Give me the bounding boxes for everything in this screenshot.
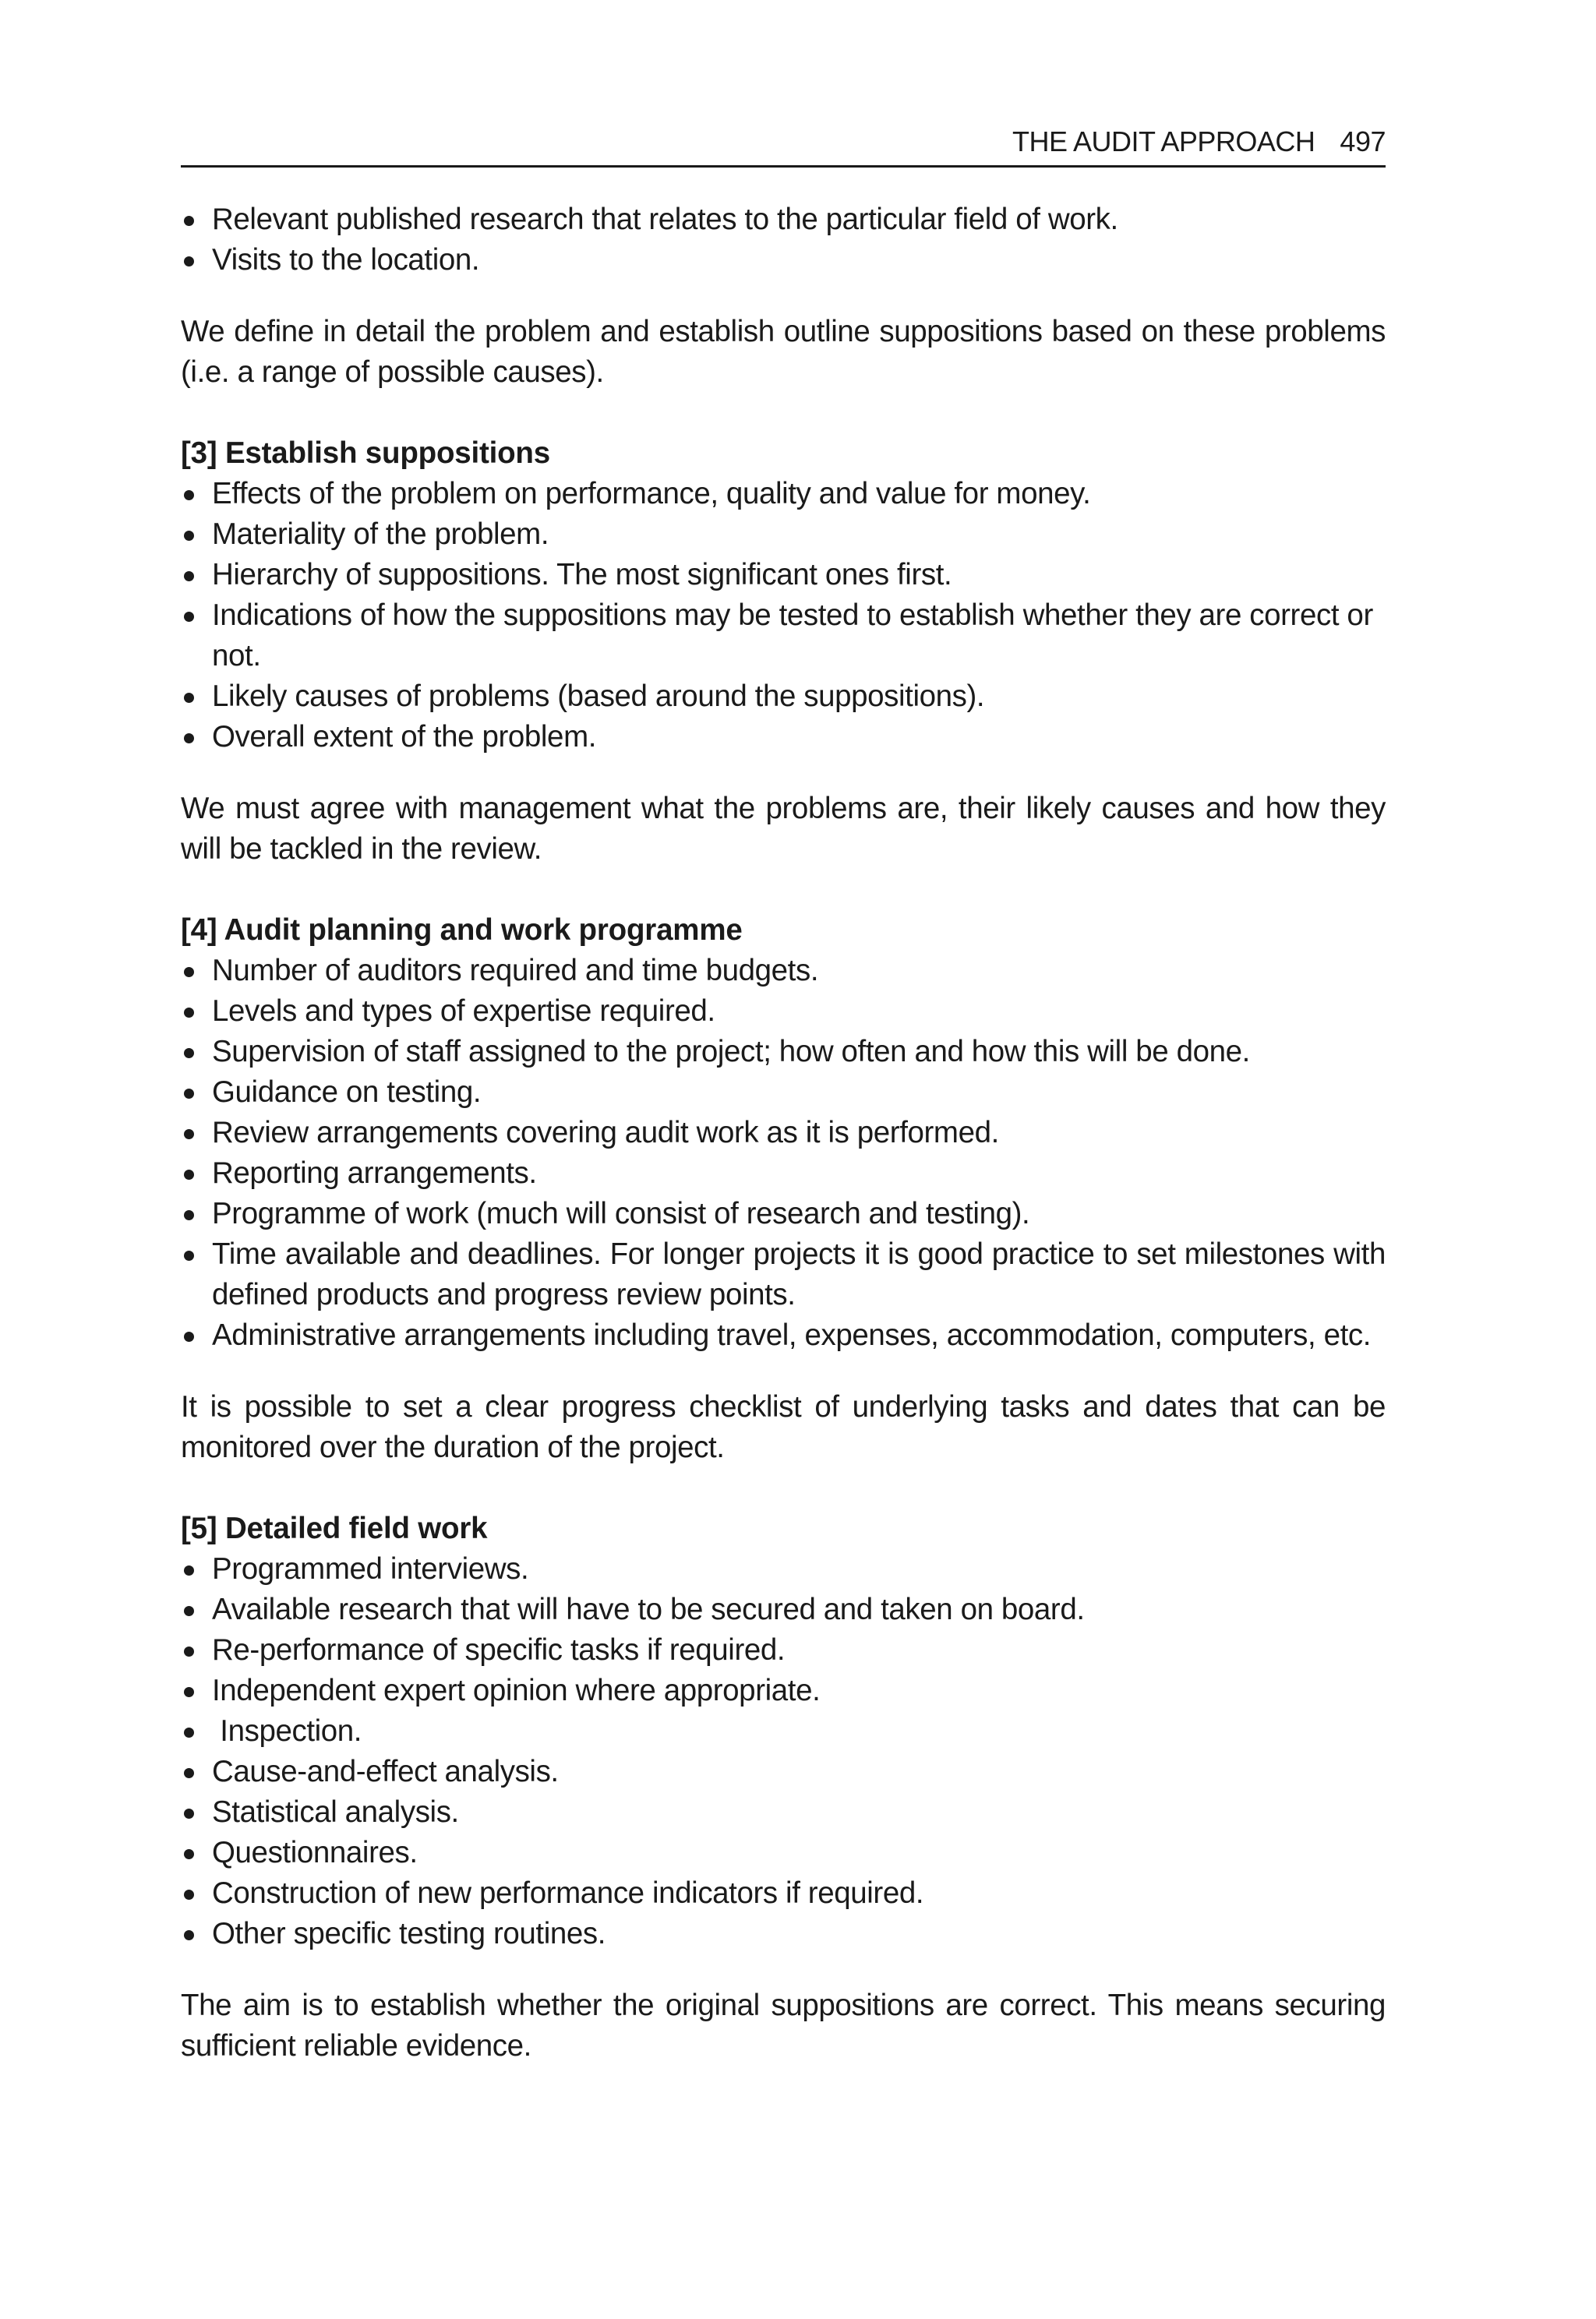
section-heading-audit-planning: [4] Audit planning and work programme xyxy=(181,913,743,947)
list-item: Likely causes of problems (based around the suppositions). xyxy=(181,676,1386,717)
list-item: Re-performance of specific tasks if required. xyxy=(181,1630,1386,1671)
list-item: Inspection. xyxy=(181,1711,1386,1752)
section-3-paragraph: We must agree with management what the problems are, their likely causes and how they will be tackled in the review. xyxy=(181,792,1386,866)
list-item: Reporting arrangements. xyxy=(181,1153,1386,1194)
list-item: Statistical analysis. xyxy=(181,1792,1386,1833)
list-item: Supervision of staff assigned to the project; how often and how this will be done. xyxy=(181,1032,1386,1072)
section-4-paragraph: It is possible to set a clear progress checklist of underlying tasks and dates that can be monitored over the duration of the project. xyxy=(181,1390,1386,1464)
section-4-bullet-list xyxy=(181,951,1386,1356)
section-3-bullet-list xyxy=(181,474,1386,757)
list-item: Administrative arrangements including travel, expenses, accommodation, computers, etc. xyxy=(181,1315,1386,1356)
list-item: Time available and deadlines. For longer projects it is good practice to set milestones with defined products and progress review points. xyxy=(181,1234,1386,1315)
list-item: Hierarchy of suppositions. The most significant ones first. xyxy=(181,555,1386,595)
list-item: Programme of work (much will consist of research and testing). xyxy=(181,1194,1386,1234)
running-title: THE AUDIT APPROACH xyxy=(1012,125,1315,157)
list-item: Review arrangements covering audit work as it is performed. xyxy=(181,1113,1386,1153)
list-item: Overall extent of the problem. xyxy=(181,717,1386,757)
list-item: Levels and types of expertise required. xyxy=(181,991,1386,1032)
list-item: Independent expert opinion where appropriate. xyxy=(181,1671,1386,1711)
page-content xyxy=(181,199,1386,2067)
section-5-bullet-list xyxy=(181,1549,1386,1954)
section-heading-detailed-field-work: [5] Detailed field work xyxy=(181,1512,488,1545)
section-5-paragraph: The aim is to establish whether the original suppositions are correct. This means securing sufficient reliable evidence. xyxy=(181,1989,1386,2063)
list-item: Materiality of the problem. xyxy=(181,514,1386,555)
section-heading-establish-suppositions: [3] Establish suppositions xyxy=(181,436,550,470)
list-item: Relevant published research that relates to the particular field of work. xyxy=(181,199,1386,240)
list-item: Guidance on testing. xyxy=(181,1072,1386,1113)
intro-paragraph: We define in detail the problem and establish outline suppositions based on these problems (i.e. a range of possible causes). xyxy=(181,315,1386,389)
list-item: Number of auditors required and time budgets. xyxy=(181,951,1386,991)
running-head xyxy=(181,118,1386,168)
list-item: Questionnaires. xyxy=(181,1833,1386,1873)
list-item: Available research that will have to be secured and taken on board. xyxy=(181,1590,1386,1630)
list-item: Indications of how the suppositions may be tested to establish whether they are correct or not. xyxy=(181,595,1386,676)
intro-bullet-list xyxy=(181,199,1386,281)
list-item: Cause-and-effect analysis. xyxy=(181,1752,1386,1792)
page-number: 497 xyxy=(1340,125,1386,157)
list-item: Effects of the problem on performance, quality and value for money. xyxy=(181,474,1386,514)
list-item: Programmed interviews. xyxy=(181,1549,1386,1590)
list-item: Construction of new performance indicators if required. xyxy=(181,1873,1386,1914)
list-item: Visits to the location. xyxy=(181,240,1386,281)
list-item: Other specific testing routines. xyxy=(181,1914,1386,1954)
book-page xyxy=(181,0,1386,2319)
